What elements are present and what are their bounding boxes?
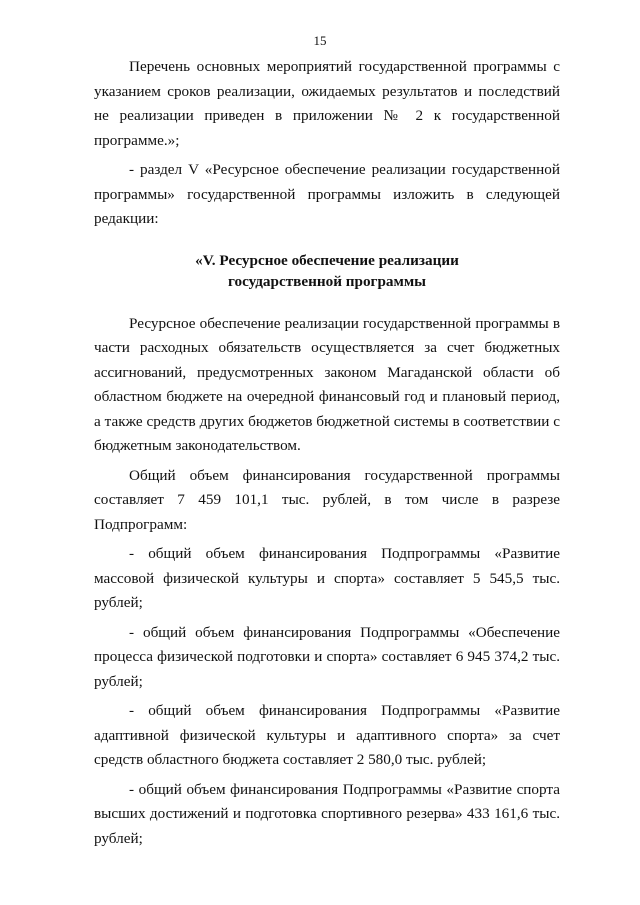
paragraph-section-v-edit: - раздел V «Ресурсное обеспечение реализации государственной программы» государственной программы изложить в следующей редакции: (94, 161, 560, 227)
page-number: 15 (313, 33, 327, 48)
paragraph-activities-list: Перечень основных мероприятий государственной программы с указанием сроков реализации, ожидаемых результатов и последствий не реализации приведен в приложении № 2 к государственной программе.»; (94, 58, 560, 149)
paragraph-subprogram-mass-sport: - общий объем финансирования Подпрограммы «Развитие массовой физической культуры и спорта» составляет 5 545,5 тыс. рублей; (94, 545, 560, 611)
document-body (94, 55, 560, 851)
section-title-line-2: государственной программы (227, 272, 427, 290)
paragraph-resource-provision: Ресурсное обеспечение реализации государственной программы в части расходных обязательств осуществляется за счет бюджетных ассигнований, предусмотренных законом Магаданской области об областном бюджете на очередной финансовый год и плановый период, а также средств других бюджетов бюджетной системы в соответствии с бюджетным законодательством. (94, 314, 560, 454)
paragraph-subprogram-adaptive-sport: - общий объем финансирования Подпрограммы «Развитие адаптивной физической культуры и адаптивного спорта» за счет средств областного бюджета составляет 2 580,0 тыс. рублей; (94, 702, 560, 768)
section-title-line-1: «V. Ресурсное обеспечение реализации (195, 251, 459, 269)
paragraph-subprogram-high-performance: - общий объем финансирования Подпрограммы «Развитие спорта высших достижений и подготовка спортивного резерва» 433 161,6 тыс. рублей; (94, 780, 560, 847)
paragraph-subprogram-physical-training: - общий объем финансирования Подпрограммы «Обеспечение процесса физической подготовки и спорта» составляет 6 945 374,2 тыс. рублей; (94, 623, 560, 690)
section-title (94, 250, 560, 292)
paragraph-total-funding: Общий объем финансирования государственной программы составляет 7 459 101,1 тыс. рублей, в том числе в разрезе Подпрограмм: (94, 466, 560, 533)
